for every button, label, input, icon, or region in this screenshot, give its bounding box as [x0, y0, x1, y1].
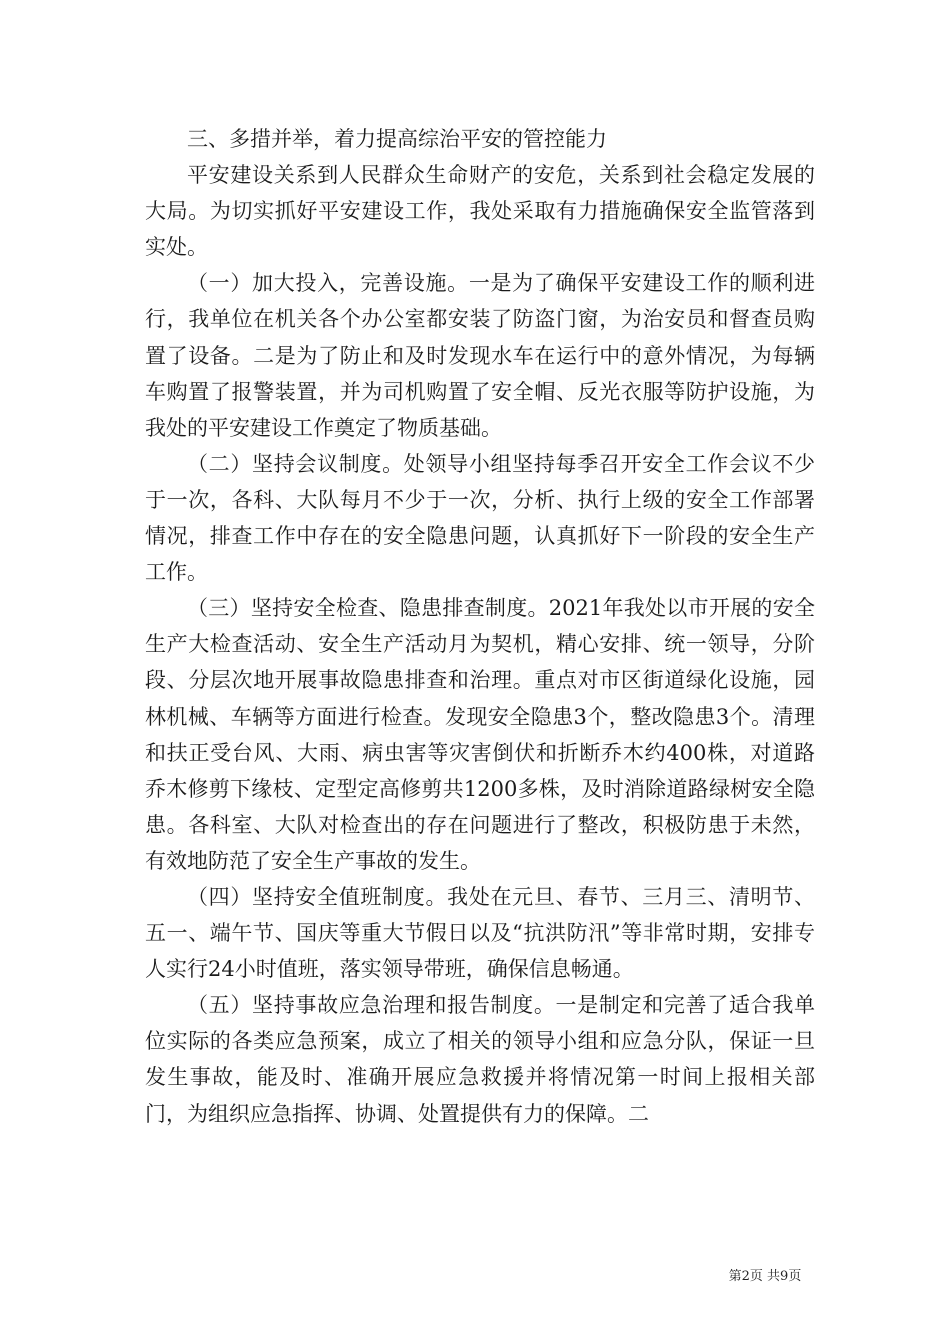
paragraph-item-2: （二）坚持会议制度。处领导小组坚持每季召开安全工作会议不少于一次，各科、大队每月不少于一次，分析、执行上级的安全工作部署情况，排查工作中存在的安全隐患问题，认真抓好下一阶段的安全生产工作。 [145, 451, 815, 585]
paragraph-intro: 平安建设关系到人民群众生命财产的安危，关系到社会稳定发展的大局。为切实抓好平安建设工作，我处采取有力措施确保安全监管落到实处。 [145, 163, 815, 260]
document-body [145, 121, 815, 1132]
paragraph-item-5: （五）坚持事故应急治理和报告制度。一是制定和完善了适合我单位实际的各类应急预案，成立了相关的领导小组和应急分队，保证一旦发生事故，能及时、准确开展应急救援并将情况第一时间上报相关部门，为组织应急指挥、协调、处置提供有力的保障。二 [145, 993, 815, 1126]
paragraph-item-4: （四）坚持安全值班制度。我处在元旦、春节、三月三、清明节、五一、端午节、国庆等重大节假日以及“抗洪防汛”等非常时期，安排专人实行24小时值班，落实领导带班，确保信息畅通。 [145, 884, 815, 982]
paragraph-item-1: （一）加大投入，完善设施。一是为了确保平安建设工作的顺利进行，我单位在机关各个办公室都安装了防盗门窗，为治安员和督查员购置了设备。二是为了防止和及时发现水车在运行中的意外情况，为每辆车购置了报警装置，并为司机购置了安全帽、反光衣服等防护设施，为我处的平安建设工作奠定了物质基础。 [145, 271, 815, 440]
section-heading: 三、多措并举，着力提高综治平安的管控能力 [187, 127, 607, 151]
page-number: 第2页 共9页 [728, 1269, 802, 1284]
paragraph-item-3: （三）坚持安全检查、隐患排查制度。2021年我处以市开展的安全生产大检查活动、安全生产活动月为契机，精心安排、统一领导，分阶段、分层次地开展事故隐患排查和治理。重点对市区街道绿化设施，园林机械、车辆等方面进行检查。发现安全隐患3个，整改隐患3个。清理和扶正受台风、大雨、病虫害等灾害倒伏和折断乔木约400株，对道路乔木修剪下缘枝、定型定高修剪共1200多株，及时消除道路绿树安全隐患。各科室、大队对检查出的存在问题进行了整改，积极防患于未然，有效地防范了安全生产事故的发生。 [145, 596, 815, 873]
